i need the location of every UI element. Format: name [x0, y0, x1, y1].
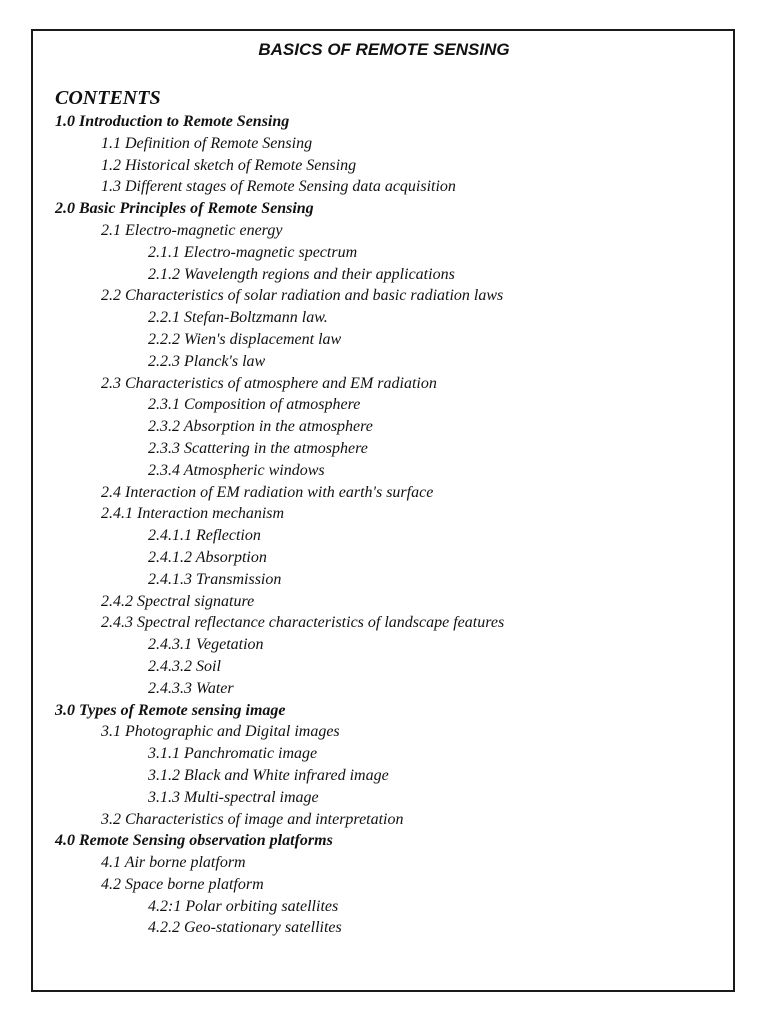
- toc-subsection-item: 2.4.3 Spectral reflectance characteristics of landscape features: [101, 614, 505, 632]
- toc-subsubsection-item: 2.3.3 Scattering in the atmosphere: [148, 439, 368, 457]
- toc-section-heading: 2.0 Basic Principles of Remote Sensing: [55, 200, 314, 218]
- toc-subsubsection-item: 2.4.1.1 Reflection: [148, 527, 261, 545]
- toc-section-heading: 4.0 Remote Sensing observation platforms: [55, 832, 333, 850]
- toc-section-heading: 1.0 Introduction to Remote Sensing: [55, 113, 290, 130]
- toc-subsubsection-item: 2.3.4 Atmospheric windows: [148, 461, 325, 479]
- toc-subsubsection-item: 2.4.3.3 Water: [148, 679, 234, 697]
- toc-subsection-item: 1.2 Historical sketch of Remote Sensing: [101, 156, 357, 174]
- toc-subsubsection-item: 2.4.3.1 Vegetation: [148, 636, 264, 654]
- contents-heading: CONTENTS: [55, 87, 161, 109]
- toc-subsubsection-item: 2.2.2 Wien's displacement law: [148, 330, 342, 348]
- toc-subsubsection-item: 2.4.1.3 Transmission: [148, 570, 282, 588]
- toc-subsubsection-item: 4.2:1 Polar orbiting satellites: [148, 897, 339, 915]
- toc-subsubsection-item: 3.1.1 Panchromatic image: [148, 745, 318, 763]
- toc-subsubsection-item: 3.1.3 Multi-spectral image: [148, 788, 319, 806]
- toc-subsection-item: 2.3 Characteristics of atmosphere and EM radiation: [101, 374, 437, 392]
- toc-subsection-item: 4.2 Space borne platform: [101, 875, 264, 893]
- toc-subsubsection-item: 2.2.1 Stefan-Boltzmann law.: [148, 309, 328, 327]
- toc-subsubsection-item: 2.4.1.2 Absorption: [148, 548, 267, 566]
- toc-subsection-item: 2.4.2 Spectral signature: [101, 592, 255, 610]
- table-of-contents: [0, 111, 768, 939]
- toc-subsection-item: 2.4.1 Interaction mechanism: [101, 505, 285, 523]
- toc-subsection-item: 3.1 Photographic and Digital images: [101, 723, 340, 741]
- toc-subsubsection-item: 2.2.3 Planck's law: [148, 352, 266, 370]
- toc-subsection-item: 2.1 Electro-magnetic energy: [101, 221, 283, 239]
- toc-subsubsection-item: 2.3.2 Absorption in the atmosphere: [148, 418, 373, 436]
- document-title: BASICS OF REMOTE SENSING: [258, 40, 510, 59]
- toc-subsubsection-item: 2.4.3.2 Soil: [148, 657, 221, 675]
- toc-subsubsection-item: 2.1.2 Wavelength regions and their applications: [148, 265, 455, 283]
- toc-subsubsection-item: 2.1.1 Electro-magnetic spectrum: [148, 243, 358, 261]
- toc-subsection-item: 3.2 Characteristics of image and interpretation: [101, 810, 404, 828]
- toc-subsection-item: 1.3 Different stages of Remote Sensing data acquisition: [101, 178, 456, 196]
- toc-subsubsection-item: 4.2.2 Geo-stationary satellites: [148, 919, 342, 937]
- toc-subsubsection-item: 3.1.2 Black and White infrared image: [148, 766, 389, 784]
- toc-subsection-item: 1.1 Definition of Remote Sensing: [101, 134, 313, 152]
- toc-section-heading: 3.0 Types of Remote sensing image: [55, 701, 286, 719]
- toc-subsection-item: 2.4 Interaction of EM radiation with earth's surface: [101, 483, 434, 501]
- toc-subsection-item: 4.1 Air borne platform: [101, 854, 246, 872]
- toc-subsubsection-item: 2.3.1 Composition of atmosphere: [148, 396, 361, 414]
- toc-subsection-item: 2.2 Characteristics of solar radiation and basic radiation laws: [101, 287, 504, 305]
